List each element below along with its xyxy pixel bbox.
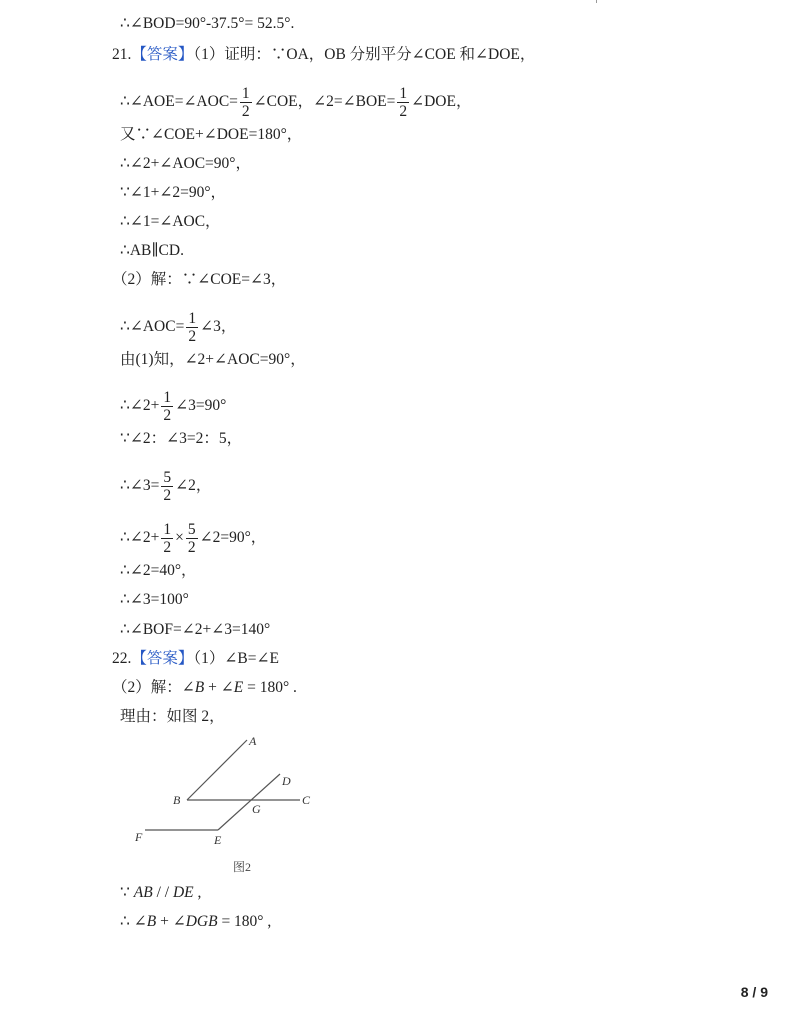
fraction-half: $\frac{1}{2}$: [241, 85, 250, 120]
label-c: C: [302, 793, 311, 807]
fraction-five-halves: $\frac{5}{2}$: [187, 521, 196, 556]
q22-line-2: （2）解：∠B + ∠E = 180° .: [112, 679, 297, 696]
label-b: B: [173, 793, 181, 807]
q21-line-6: ∴∠1=∠AOC，: [120, 213, 221, 230]
q22-header: [112, 649, 279, 669]
q21-line-8: （2）解：∵∠COE=∠3，: [112, 271, 287, 288]
fraction-half: $\frac{1}{2}$: [163, 521, 172, 556]
q21-header: [112, 45, 535, 65]
geometry-figure: [120, 730, 360, 880]
figure-caption: 图2: [233, 860, 252, 874]
q21-line-15: ∴∠2=40°，: [120, 562, 197, 579]
q21-line-3: 又∵∠COE+∠DOE=180°，: [120, 126, 303, 143]
fraction-half: $\frac{1}{2}$: [163, 389, 172, 424]
label-e: E: [214, 833, 222, 847]
fraction-half: $\frac{1}{2}$: [399, 85, 408, 120]
line-ed: [218, 774, 280, 830]
label-a: A: [249, 734, 257, 748]
q22-line-1: （1）∠B=∠E: [193, 650, 279, 667]
q21-answer-tag: 【答案】: [131, 46, 194, 63]
q21-line-1: （1）证明：∵OA，OB 分别平分∠COE 和∠DOE，: [193, 46, 536, 63]
q21-line-14: ∴∠2+ $\frac{1}{2}$ × $\frac{5}{2}$ ∠2=90°，: [120, 521, 267, 556]
q21-line-4: ∴∠2+∠AOC=90°，: [120, 155, 251, 172]
q21-number: 21.: [112, 46, 132, 63]
fraction-five-halves: $\frac{5}{2}$: [163, 469, 172, 504]
q21-line-2: ∴∠AOE=∠AOC= $\frac{1}{2}$ ∠COE，∠2=∠BOE= $\frac{1}{2}$ ∠DOE，: [120, 85, 472, 120]
page-number: 8 / 9: [740, 984, 768, 1000]
fraction-half: $\frac{1}{2}$: [188, 310, 197, 345]
q21-line-16: ∴∠3=100°: [120, 591, 189, 608]
q22-line-4: ∵ AB / / DE ,: [120, 884, 202, 901]
q21-line-10: 由(1)知，∠2+∠AOC=90°，: [120, 351, 306, 368]
q21-line-5: ∵∠1+∠2=90°，: [120, 184, 227, 201]
top-edge-mark: [596, 0, 597, 3]
q22-number: 22.: [112, 650, 132, 667]
q21-line-9: ∴∠AOC= $\frac{1}{2}$ ∠3，: [120, 310, 237, 345]
label-f: F: [135, 830, 143, 844]
q21-line-11: ∴∠2+ $\frac{1}{2}$ ∠3=90°: [120, 389, 227, 424]
label-g: G: [252, 802, 261, 816]
q21-line-7: ∴AB∥CD.: [120, 242, 184, 259]
q21-line-13: ∴∠3= $\frac{5}{2}$ ∠2，: [120, 469, 212, 504]
q22-answer-tag: 【答案】: [131, 650, 194, 667]
label-d: D: [282, 774, 291, 788]
q20-conclusion: ∴∠BOD=90°-37.5°= 52.5°.: [120, 15, 295, 32]
q21-line-17: ∴∠BOF=∠2+∠3=140°: [120, 621, 271, 638]
q21-line-12: ∵∠2：∠3=2：5，: [120, 430, 243, 447]
q22-line-3: 理由：如图 2，: [120, 708, 225, 725]
q22-line-5: ∴ ∠B + ∠DGB = 180° ,: [120, 913, 272, 930]
line-ba: [187, 740, 247, 800]
